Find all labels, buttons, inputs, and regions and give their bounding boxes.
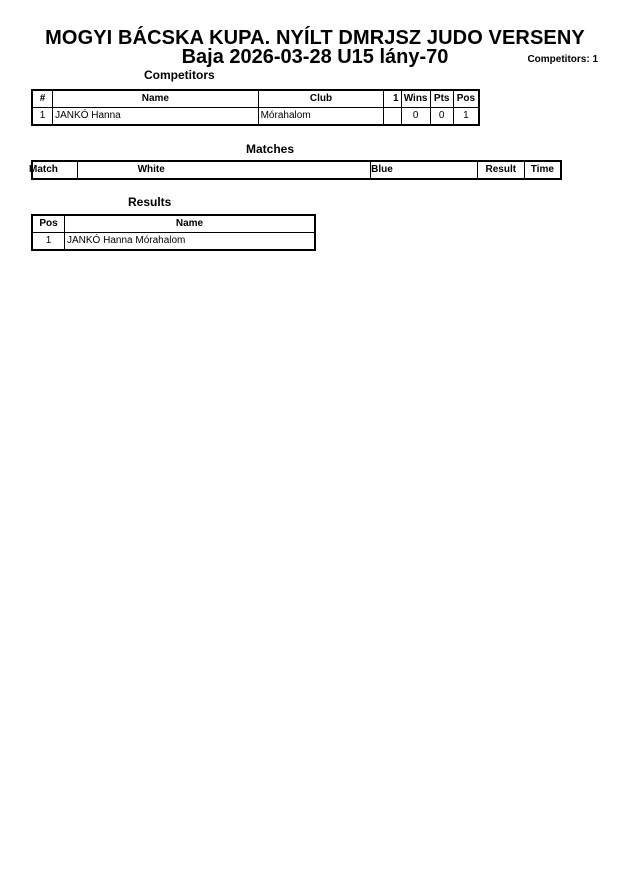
col-pos: Pos xyxy=(453,90,479,108)
table-row xyxy=(32,233,315,251)
page-title: MOGYI BÁCSKA KUPA. NYÍLT DMRJSZ JUDO VERSENY xyxy=(45,27,585,49)
col-pts: Pts xyxy=(430,90,453,108)
matches-heading: Matches xyxy=(246,142,295,156)
col-pos: Pos xyxy=(32,215,65,233)
col-time: Time xyxy=(524,161,561,179)
competitor-club: Mórahalom xyxy=(258,108,384,126)
matches-table xyxy=(31,160,562,180)
table-row xyxy=(32,108,479,126)
competitor-score-1 xyxy=(384,108,401,126)
competitor-name: JANKÓ Hanna xyxy=(53,108,258,126)
results-heading: Results xyxy=(128,195,172,209)
competitors-heading: Competitors xyxy=(144,68,215,82)
results-table xyxy=(31,214,316,251)
col-white: White xyxy=(77,161,371,179)
col-wins: Wins xyxy=(401,90,430,108)
col-score-1: 1 xyxy=(384,90,401,108)
col-name: Name xyxy=(65,215,316,233)
competitor-pts: 0 xyxy=(430,108,453,126)
col-match: Match xyxy=(32,161,77,179)
col-blue: Blue xyxy=(371,161,478,179)
result-pos: 1 xyxy=(32,233,65,251)
col-num: # xyxy=(32,90,53,108)
competitor-wins: 0 xyxy=(401,108,430,126)
page-subtitle: Baja 2026-03-28 U15 lány-70 xyxy=(181,46,449,68)
competitor-pos: 1 xyxy=(453,108,479,126)
competitor-num: 1 xyxy=(32,108,53,126)
result-name: JANKÓ Hanna Mórahalom xyxy=(65,233,316,251)
table-header-row xyxy=(32,215,315,233)
competitors-count: Competitors: 1 xyxy=(527,54,598,65)
competitors-table xyxy=(31,89,480,126)
col-name: Name xyxy=(53,90,258,108)
col-result: Result xyxy=(477,161,524,179)
table-header-row xyxy=(32,161,561,179)
col-club: Club xyxy=(258,90,384,108)
table-header-row xyxy=(32,90,479,108)
